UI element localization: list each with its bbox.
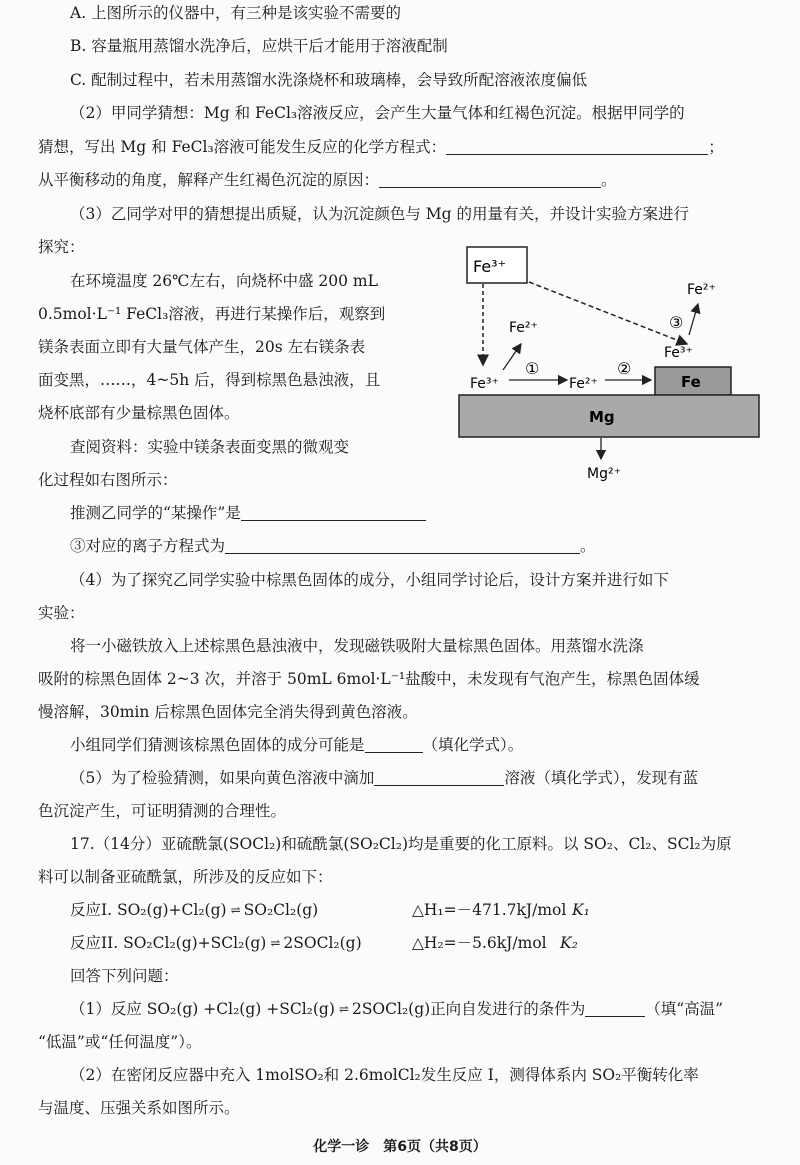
q4-line2: 实验：	[38, 604, 85, 622]
q3-ask1-text: 推测乙同学的“某操作”是	[70, 504, 241, 522]
option-a: A. 上图所示的仪器中，有三种是该实验不需要的	[70, 4, 402, 22]
q3-ask2	[70, 535, 596, 557]
reaction-2	[70, 932, 362, 954]
q2-line2-text: 猜想，写出 Mg 和 FeCl₃溶液可能发生反应的化学方程式：	[38, 138, 447, 156]
arrow-fe2-left	[503, 344, 521, 370]
r1-k: K₁	[572, 901, 590, 919]
q4-line5: 慢溶解，30min 后棕黑色固体完全消失得到黄色溶液。	[38, 703, 418, 721]
q17-s2-line1: （2）在密闭反应器中充入 1molSO₂和 2.6molCl₂发生反应 Ⅰ，测得体系内 SO₂平衡转化率	[70, 1066, 699, 1084]
fe2-mid-label: Fe²⁺	[569, 376, 598, 392]
q4-formula-blank[interactable]	[365, 736, 423, 753]
q2-line3-end: 。	[601, 171, 617, 189]
q4-line6	[70, 734, 523, 756]
arrow-3	[689, 304, 698, 335]
q17-line1: 17.（14分）亚硫酰氯(SOCl₂)和硫酰氯(SO₂Cl₂)均是重要的化工原料。以 SO₂、Cl₂、SCl₂为原	[70, 835, 732, 853]
q3-line2: 探究：	[38, 238, 85, 256]
q3-p3: 镁条表面立即有大量气体产生，20s 左右镁条表	[38, 338, 366, 356]
r2-left: 反应II. SO₂Cl₂(g)+SCl₂(g)	[70, 934, 267, 952]
q4-line6-end: （填化学式）。	[422, 736, 524, 754]
q3-operation-blank[interactable]	[241, 504, 426, 521]
q2-line3	[38, 169, 617, 191]
answer-prompt: 回答下列问题：	[70, 967, 179, 985]
q2-line2-end: ；	[708, 138, 724, 156]
q2-line1: （2）甲同学猜想：Mg 和 FeCl₃溶液反应，会产生大量气体和红褐色沉淀。根据甲同学的	[70, 104, 685, 122]
s1-equilibrium-arrow: ⇌	[338, 1002, 348, 1016]
r2-right: 2SOCl₂(g)	[283, 934, 362, 952]
mg-block-label: Mg	[589, 408, 615, 426]
q3-p2: 0.5mol·L⁻¹ FeCl₃溶液，再进行某操作后，观察到	[38, 305, 386, 323]
q3-ionic-equation-blank[interactable]	[225, 537, 580, 554]
q3-p6: 查阅资料：实验中镁条表面变黑的微观变	[70, 438, 350, 456]
option-c: C. 配制过程中，若未用蒸馏水洗涤烧杯和玻璃棒，会导致所配溶液浓度偏低	[70, 71, 588, 89]
option-b: B. 容量瓶用蒸馏水洗净后，应烘干后才能用于溶液配制	[70, 37, 448, 55]
q5-line2: 色沉淀产生，可证明猜测的合理性。	[38, 802, 287, 820]
q5-reagent-blank[interactable]	[374, 769, 504, 786]
q4-line4: 吸附的棕黑色固体 2~3 次，并溶于 50mL 6mol·L⁻¹盐酸中，未发现有气泡产生，棕黑色固体缓	[38, 670, 700, 688]
r2-equilibrium-arrow: ⇌	[270, 936, 280, 950]
q17-s1-blank[interactable]	[585, 1000, 645, 1017]
q3-ask2-text: ③对应的离子方程式为	[70, 537, 226, 555]
circle-1: ①	[525, 359, 540, 378]
dashed-arrow-diagonal	[529, 282, 687, 344]
q17-s1-line2: “低温”或“任何温度”）。	[38, 1033, 202, 1051]
q3-p4: 面变黑，……，4~5h 后，得到棕黑色悬浊液，且	[38, 371, 381, 389]
circle-2: ②	[617, 359, 632, 378]
q2-reason-blank[interactable]	[379, 171, 601, 188]
q4-line6-text: 小组同学们猜测该棕黑色固体的成分可能是	[70, 736, 365, 754]
r1-left: 反应I. SO₂(g)+Cl₂(g)	[70, 901, 227, 919]
r1-right: SO₂Cl₂(g)	[243, 901, 319, 919]
r2-enthalpy: △H₂=－5.6kJ/mol	[412, 934, 547, 952]
q5-line1b: 溶液（填化学式），发现有蓝	[504, 769, 699, 787]
fe2-top-label: Fe²⁺	[687, 282, 716, 298]
reaction-1	[70, 899, 318, 921]
r1-equilibrium-arrow: ⇌	[230, 903, 240, 917]
q3-p1: 在环境温度 26℃左右，向烧杯中盛 200 mL	[70, 272, 378, 290]
q3-ask2-end: 。	[580, 537, 596, 555]
page-footer: 化学一诊 第6页（共8页）	[313, 1139, 487, 1155]
q3-p7: 化过程如右图所示：	[38, 471, 178, 489]
fe3-right-label: Fe³⁺	[664, 345, 693, 361]
q5-line1a: （5）为了检验猜测，如果向黄色溶液中滴加	[70, 769, 375, 787]
r1-enthalpy: △H₁=－471.7kJ/mol	[412, 901, 567, 919]
s1-end: （填“高温”	[645, 1000, 724, 1018]
q3-line1: （3）乙同学对甲的猜想提出质疑，认为沉淀颜色与 Mg 的用量有关，并设计实验方案进行	[70, 205, 690, 223]
r2-k: K₂	[560, 934, 578, 952]
mg2-label: Mg²⁺	[587, 466, 621, 482]
fe-block-label: Fe	[681, 373, 701, 391]
fe2-left-label: Fe²⁺	[509, 320, 538, 336]
q2-equation-blank[interactable]	[446, 138, 708, 155]
q5-line1	[70, 767, 698, 789]
q2-line3-text: 从平衡移动的角度，解释产生红褐色沉淀的原因：	[38, 171, 380, 189]
fe3-box-label: Fe³⁺	[473, 257, 507, 276]
q3-p5: 烧杯底部有少量棕黑色固体。	[38, 404, 240, 422]
mg-surface-diagram	[455, 240, 775, 490]
s1a: （1）反应 SO₂(g) +Cl₂(g) +SCl₂(g)	[70, 1000, 335, 1018]
q4-line3: 将一小磁铁放入上述棕黑色悬浊液中，发现磁铁吸附大量棕黑色固体。用蒸馏水洗涤	[70, 637, 644, 655]
q4-line1: （4）为了探究乙同学实验中棕黑色固体的成分，小组同学讨论后，设计方案并进行如下	[70, 571, 669, 589]
q17-s2-line2: 与温度、压强关系如图所示。	[38, 1099, 240, 1117]
q3-ask1	[70, 502, 426, 524]
q17-line2: 料可以制备亚硫酰氯，所涉及的反应如下：	[38, 868, 333, 886]
circle-3: ③	[669, 313, 684, 332]
q17-s1	[70, 998, 723, 1020]
q2-line2	[38, 136, 724, 158]
s1b: 2SOCl₂(g)正向自发进行的条件为	[351, 1000, 586, 1018]
fe3-left-label: Fe³⁺	[470, 376, 499, 392]
